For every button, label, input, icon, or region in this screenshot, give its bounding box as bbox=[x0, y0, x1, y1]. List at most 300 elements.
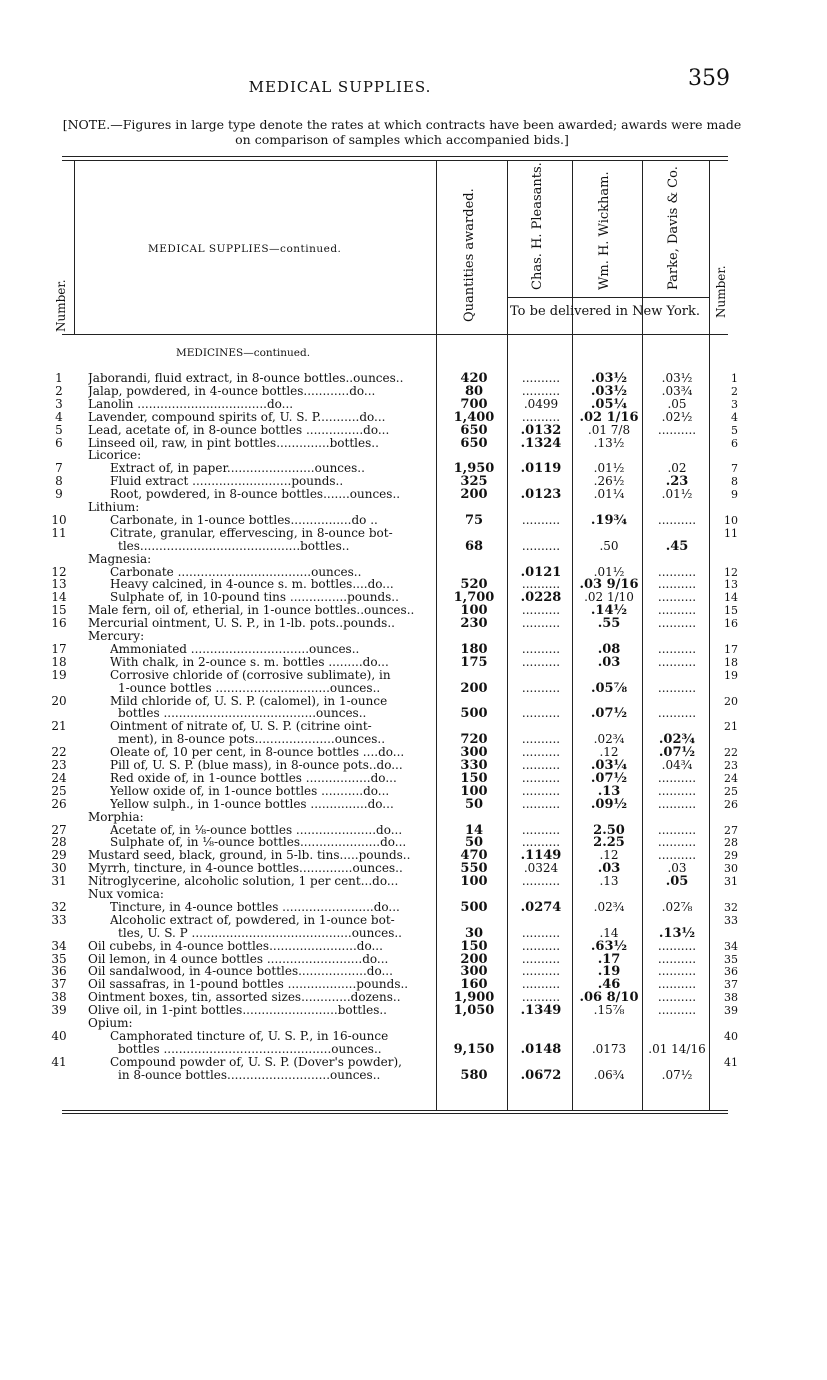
bid-parke-davis: .......... bbox=[657, 654, 697, 669]
bid-pleasants: .......... bbox=[521, 680, 561, 695]
table-row bbox=[0, 772, 827, 785]
bid-pleasants: .......... bbox=[521, 745, 561, 760]
bid-parke-davis: .......... bbox=[657, 1003, 697, 1018]
row-number-right: 22 bbox=[724, 746, 738, 760]
table-row bbox=[0, 1030, 827, 1043]
table-row bbox=[0, 978, 827, 991]
row-number: 7 bbox=[55, 461, 63, 476]
bid-parke-davis: .45 bbox=[665, 538, 689, 554]
header-bidder2: Wm. H. Wickham. bbox=[597, 171, 612, 290]
row-number: 12 bbox=[51, 564, 67, 579]
bid-wickham: .02 1/16 bbox=[579, 409, 639, 425]
row-number: 30 bbox=[51, 861, 67, 876]
bid-pleasants: .......... bbox=[521, 964, 561, 979]
bid-wickham: .03 bbox=[597, 861, 621, 877]
row-number-right: 28 bbox=[724, 836, 738, 850]
table-row bbox=[0, 475, 827, 488]
table-row bbox=[0, 785, 827, 798]
table-row bbox=[0, 617, 827, 630]
header-number: Number. bbox=[54, 279, 68, 332]
bid-parke-davis: .......... bbox=[657, 951, 697, 966]
row-label: Oil cubebs, in 4-ounce bottles.......................do... bbox=[88, 939, 383, 953]
delivered-note: To be delivered in New York. bbox=[510, 304, 700, 319]
row-label: Licorice: bbox=[88, 449, 142, 463]
row-number-right: 38 bbox=[724, 991, 738, 1005]
row-number: 14 bbox=[51, 590, 67, 605]
bid-wickham: .03 9/16 bbox=[579, 577, 639, 593]
col-divider-number bbox=[74, 160, 75, 334]
row-number-right: 6 bbox=[731, 436, 738, 450]
row-label: Root, powdered, in 8-ounce bottles.......ounces.. bbox=[110, 488, 401, 502]
bid-pleasants: .......... bbox=[521, 538, 561, 553]
bid-parke-davis: .......... bbox=[657, 564, 697, 579]
row-label: Linseed oil, raw, in pint bottles..............bottles.. bbox=[88, 436, 379, 450]
row-number: 2 bbox=[55, 383, 63, 398]
row-quantity: 1,700 bbox=[453, 590, 495, 606]
row-label: Male fern, oil of, etherial, in 1-ounce bottles..ounces.. bbox=[88, 604, 415, 618]
bid-pleasants: .......... bbox=[521, 951, 561, 966]
bid-wickham: .07½ bbox=[590, 770, 628, 786]
table-row bbox=[0, 1004, 827, 1017]
bid-parke-davis: .02⅞ bbox=[661, 899, 693, 914]
row-quantity: 550 bbox=[460, 861, 488, 877]
bid-pleasants: .......... bbox=[521, 822, 561, 837]
row-quantity: 200 bbox=[460, 487, 488, 503]
table-row bbox=[0, 1069, 827, 1082]
bid-pleasants: .......... bbox=[521, 925, 561, 940]
bid-pleasants: .0228 bbox=[520, 590, 562, 606]
table-row bbox=[0, 953, 827, 966]
bid-wickham: .02¾ bbox=[593, 732, 625, 747]
bid-parke-davis: .07½ bbox=[661, 1067, 693, 1082]
table-row bbox=[0, 824, 827, 837]
row-number-right: 37 bbox=[724, 978, 738, 992]
table-row bbox=[0, 965, 827, 978]
row-number: 37 bbox=[51, 977, 67, 992]
row-number-right: 2 bbox=[731, 384, 738, 398]
row-number-right: 30 bbox=[724, 862, 738, 876]
row-quantity: 100 bbox=[460, 874, 488, 890]
bid-parke-davis: .......... bbox=[657, 835, 697, 850]
bid-wickham: .12 bbox=[599, 745, 619, 760]
row-quantity: 500 bbox=[460, 706, 488, 722]
bid-wickham: .46 bbox=[597, 977, 621, 993]
bid-parke-davis: .02 bbox=[667, 461, 687, 476]
bid-pleasants: .......... bbox=[521, 641, 561, 656]
bid-pleasants: .......... bbox=[521, 409, 561, 424]
table-row bbox=[0, 746, 827, 759]
row-number: 38 bbox=[51, 990, 67, 1005]
row-number: 19 bbox=[51, 667, 67, 682]
row-label: Oleate of, 10 per cent, in 8-ounce bottles ....do... bbox=[110, 746, 405, 760]
row-number-right: 40 bbox=[724, 1029, 738, 1043]
row-quantity: 50 bbox=[464, 835, 484, 851]
table-row bbox=[0, 914, 827, 927]
row-label: With chalk, in 2-ounce s. m. bottles .........do... bbox=[110, 655, 389, 669]
bid-wickham: .14½ bbox=[590, 603, 628, 619]
bid-wickham: .12 bbox=[599, 848, 619, 863]
bid-pleasants: .0119 bbox=[520, 461, 562, 477]
row-number-right: 3 bbox=[731, 397, 738, 411]
row-number-right: 4 bbox=[731, 410, 738, 424]
table-row bbox=[0, 707, 827, 720]
table-row bbox=[0, 875, 827, 888]
bid-wickham: .01¼ bbox=[593, 487, 625, 502]
bid-pleasants: .0499 bbox=[523, 396, 559, 411]
bid-wickham: .03½ bbox=[590, 371, 628, 386]
row-number: 35 bbox=[51, 951, 67, 966]
bid-wickham: .02 1/10 bbox=[584, 590, 634, 605]
bid-pleasants: .0324 bbox=[523, 861, 559, 876]
table-row bbox=[0, 449, 827, 462]
row-label: Corrosive chloride of (corrosive sublimate), in bbox=[110, 668, 391, 682]
table-row bbox=[0, 514, 827, 527]
row-label: Yellow sulph., in 1-ounce bottles ...............do... bbox=[110, 797, 394, 811]
row-quantity: 500 bbox=[460, 899, 488, 915]
row-number: 25 bbox=[51, 783, 67, 798]
table-row bbox=[0, 527, 827, 540]
row-quantity: 150 bbox=[460, 770, 488, 786]
bid-parke-davis: .01½ bbox=[661, 487, 693, 502]
row-quantity: 300 bbox=[460, 964, 488, 980]
bid-pleasants: .......... bbox=[521, 977, 561, 992]
row-quantity: 160 bbox=[460, 977, 488, 993]
table-row bbox=[0, 798, 827, 811]
table-row bbox=[0, 501, 827, 514]
row-quantity: 720 bbox=[460, 732, 488, 748]
row-number-right: 8 bbox=[731, 475, 738, 489]
row-quantity: 100 bbox=[460, 783, 488, 799]
row-quantity: 420 bbox=[460, 371, 488, 386]
row-number-right: 10 bbox=[724, 513, 738, 527]
row-label: 1-ounce bottles ..............................ounces.. bbox=[118, 681, 381, 695]
row-number-right: 21 bbox=[724, 720, 738, 734]
row-number-right: 5 bbox=[731, 423, 738, 437]
row-label: tles..........................................bottles.. bbox=[118, 539, 350, 553]
row-number-right: 35 bbox=[724, 952, 738, 966]
bid-pleasants: .1324 bbox=[520, 435, 562, 451]
table-row bbox=[0, 372, 827, 385]
row-number-right: 32 bbox=[724, 900, 738, 914]
bid-parke-davis: .......... bbox=[657, 422, 697, 437]
table-bottom-rule-2 bbox=[62, 1113, 728, 1114]
row-number-right: 24 bbox=[724, 771, 738, 785]
bid-parke-davis: .......... bbox=[657, 990, 697, 1005]
row-quantity: 100 bbox=[460, 603, 488, 619]
table-top-rule-2 bbox=[62, 160, 728, 161]
row-number: 10 bbox=[51, 512, 67, 527]
bid-pleasants: .0274 bbox=[520, 899, 562, 915]
table-row bbox=[0, 385, 827, 398]
row-number-right: 15 bbox=[724, 604, 738, 618]
row-label: Mercury: bbox=[88, 630, 145, 643]
bid-parke-davis: .......... bbox=[657, 796, 697, 811]
row-label: Camphorated tincture of, U. S. P., in 16-ounce bbox=[110, 1029, 389, 1043]
row-number: 34 bbox=[51, 938, 67, 953]
table-row bbox=[0, 940, 827, 953]
row-label: Sulphate of, in ⅛-ounce bottles.....................do... bbox=[110, 836, 407, 850]
table-row bbox=[0, 488, 827, 501]
header-quantities: Quantities awarded. bbox=[462, 188, 477, 322]
row-number: 29 bbox=[51, 848, 67, 863]
bid-parke-davis: .07½ bbox=[658, 745, 696, 761]
row-label: bottles ............................................ounces.. bbox=[118, 1042, 382, 1056]
bid-parke-davis: .......... bbox=[657, 706, 697, 721]
row-number-right: 33 bbox=[724, 913, 738, 927]
row-quantity: 650 bbox=[460, 422, 488, 438]
row-number: 1 bbox=[55, 371, 63, 385]
bid-parke-davis: .......... bbox=[657, 603, 697, 618]
bid-wickham: .03¼ bbox=[590, 758, 628, 773]
row-number: 4 bbox=[55, 409, 63, 424]
row-number-right: 19 bbox=[724, 668, 738, 682]
bid-wickham: .07½ bbox=[590, 706, 628, 722]
table-row bbox=[0, 604, 827, 617]
row-quantity: 68 bbox=[464, 538, 484, 554]
bid-wickham: .03 bbox=[597, 654, 621, 670]
bid-parke-davis: .......... bbox=[657, 641, 697, 656]
row-label: Red oxide of, in 1-ounce bottles .................do... bbox=[110, 771, 397, 785]
bid-parke-davis: .......... bbox=[657, 977, 697, 992]
row-quantity: 650 bbox=[460, 435, 488, 451]
bid-parke-davis: .04¾ bbox=[661, 758, 693, 772]
row-quantity: 175 bbox=[460, 654, 488, 670]
row-quantity: 9,150 bbox=[453, 1041, 495, 1057]
bid-pleasants: .......... bbox=[521, 512, 561, 527]
row-label: Ammoniated ...............................ounces.. bbox=[110, 642, 360, 656]
row-number-right: 20 bbox=[724, 694, 738, 708]
bid-wickham: .06 8/10 bbox=[579, 990, 639, 1006]
table-row bbox=[0, 849, 827, 862]
row-label: Carbonate, in 1-ounce bottles................do .. bbox=[110, 513, 378, 527]
row-number: 9 bbox=[55, 487, 63, 502]
row-label: Lithium: bbox=[88, 501, 140, 514]
bid-pleasants: .0121 bbox=[520, 564, 562, 580]
row-label: Extract of, in paper.......................ounces.. bbox=[110, 462, 365, 476]
row-number-right: 11 bbox=[724, 526, 738, 540]
row-label: Tincture, in 4-ounce bottles ........................do... bbox=[110, 900, 400, 914]
table-row bbox=[0, 398, 827, 411]
row-number: 28 bbox=[51, 835, 67, 850]
row-number: 21 bbox=[51, 719, 67, 734]
bid-parke-davis: .13½ bbox=[658, 925, 696, 941]
row-number-right: 12 bbox=[724, 565, 738, 579]
bid-pleasants: .......... bbox=[521, 938, 561, 953]
row-label: Sulphate of, in 10-pound tins ...............pounds.. bbox=[110, 591, 399, 605]
row-label: bottles ........................................ounces.. bbox=[118, 707, 367, 721]
row-label: Fluid extract ..........................pounds.. bbox=[110, 475, 344, 489]
table-bottom-rule bbox=[62, 1110, 728, 1111]
row-quantity: 300 bbox=[460, 745, 488, 761]
table-row bbox=[0, 759, 827, 772]
row-label: Olive oil, in 1-pint bottles.........................bottles.. bbox=[88, 1004, 387, 1018]
bid-wickham: .03½ bbox=[590, 383, 628, 399]
table-row bbox=[0, 566, 827, 579]
row-number-right: 23 bbox=[724, 759, 738, 772]
bid-parke-davis: .02¾ bbox=[658, 732, 696, 748]
row-label: Oil sassafras, in 1-pound bottles ..................pounds.. bbox=[88, 978, 409, 992]
bid-wickham: .50 bbox=[599, 538, 619, 553]
header-number-right: Number. bbox=[714, 265, 728, 318]
bid-parke-davis: .......... bbox=[657, 822, 697, 837]
row-number-right: 7 bbox=[731, 462, 738, 476]
table-row bbox=[0, 411, 827, 424]
header-bidder1: Chas. H. Pleasants. bbox=[530, 162, 545, 290]
page-number: 359 bbox=[688, 66, 730, 91]
row-label: Nitroglycerine, alcoholic solution, 1 per cent...do... bbox=[88, 875, 399, 889]
row-label: Ointment boxes, tin, assorted sizes.............dozens.. bbox=[88, 991, 401, 1005]
bid-wickham: .14 bbox=[599, 925, 619, 940]
row-label: Ointment of nitrate of, U. S. P. (citrine oint- bbox=[110, 720, 372, 734]
bid-wickham: .09½ bbox=[590, 796, 628, 812]
row-quantity: 330 bbox=[460, 758, 488, 773]
row-label: Jaborandi, fluid extract, in 8-ounce bottles..ounces.. bbox=[88, 372, 404, 385]
row-quantity: 200 bbox=[460, 951, 488, 967]
bid-parke-davis: .......... bbox=[657, 577, 697, 592]
row-number-right: 39 bbox=[724, 1004, 738, 1018]
page-title: MEDICAL SUPPLIES. bbox=[248, 78, 432, 96]
row-number: 23 bbox=[51, 758, 67, 772]
row-number: 13 bbox=[51, 577, 67, 592]
table-row bbox=[0, 591, 827, 604]
bid-pleasants: .1149 bbox=[520, 848, 562, 864]
row-number: 22 bbox=[51, 745, 67, 760]
row-label: Mustard seed, black, ground, in 5-lb. tins.....pounds.. bbox=[88, 849, 411, 863]
bid-pleasants: .......... bbox=[521, 990, 561, 1005]
bid-parke-davis: .23 bbox=[665, 474, 689, 490]
row-number: 33 bbox=[51, 912, 67, 927]
row-label: Morphia: bbox=[88, 810, 144, 824]
row-label: Lead, acetate of, in 8-ounce bottles ...............do... bbox=[88, 423, 390, 437]
row-label: Lavender, compound spirits of, U. S. P...........do... bbox=[88, 410, 386, 424]
header-bidder3: Parke, Davis & Co. bbox=[666, 166, 681, 290]
header-item: MEDICAL SUPPLIES—continued. bbox=[148, 243, 342, 255]
row-label: Carbonate ...................................ounces.. bbox=[110, 565, 362, 579]
bid-wickham: .0173 bbox=[591, 1041, 627, 1056]
bid-wickham: .19 bbox=[597, 964, 621, 980]
table-row bbox=[0, 888, 827, 901]
row-number: 3 bbox=[55, 396, 63, 411]
row-label: Citrate, granular, effervescing, in 8-ounce bot- bbox=[110, 526, 393, 540]
row-quantity: 75 bbox=[464, 512, 484, 528]
row-number: 20 bbox=[51, 693, 67, 708]
table-row bbox=[0, 630, 827, 643]
bid-parke-davis: .......... bbox=[657, 783, 697, 798]
bid-pleasants: .0672 bbox=[520, 1067, 562, 1083]
bid-parke-davis: .......... bbox=[657, 616, 697, 631]
row-number: 39 bbox=[51, 1003, 67, 1018]
bid-wickham: .13 bbox=[597, 783, 621, 799]
row-label: Compound powder of, U. S. P. (Dover's powder), bbox=[110, 1055, 402, 1069]
bid-parke-davis: .......... bbox=[657, 512, 697, 527]
bid-parke-davis: .......... bbox=[657, 848, 697, 863]
row-number: 8 bbox=[55, 474, 63, 489]
row-quantity: 30 bbox=[464, 925, 484, 941]
table-row bbox=[0, 669, 827, 682]
row-label: tles, U. S. P ..........................................ounces.. bbox=[118, 926, 402, 940]
row-label: Pill of, U. S. P. (blue mass), in 8-ounce pots..do... bbox=[110, 759, 403, 772]
table-row bbox=[0, 1043, 827, 1056]
table-row bbox=[0, 836, 827, 849]
bid-wickham: .13 bbox=[599, 874, 619, 889]
bid-wickham: 2.25 bbox=[593, 835, 625, 851]
bid-pleasants: .......... bbox=[521, 732, 561, 747]
row-number-right: 34 bbox=[724, 939, 738, 953]
row-label: Mercurial ointment, U. S. P., in 1-lb. pots..pounds.. bbox=[88, 617, 395, 631]
bid-wickham: .01½ bbox=[593, 564, 625, 579]
row-label: Alcoholic extract of, powdered, in 1-ounce bot- bbox=[110, 913, 395, 927]
bid-pleasants: .......... bbox=[521, 796, 561, 811]
row-quantity: 325 bbox=[460, 474, 488, 490]
bid-parke-davis: .03¾ bbox=[661, 383, 693, 398]
bid-parke-davis: .03½ bbox=[661, 371, 693, 385]
table-top-rule bbox=[62, 156, 728, 157]
bid-parke-davis: .......... bbox=[657, 590, 697, 605]
bid-wickham: .26½ bbox=[593, 474, 625, 489]
row-quantity: 180 bbox=[460, 641, 488, 657]
row-number-right: 25 bbox=[724, 784, 738, 798]
row-label: Myrrh, tincture, in 4-ounce bottles..............ounces.. bbox=[88, 862, 403, 876]
table-row bbox=[0, 927, 827, 940]
bid-pleasants: .......... bbox=[521, 603, 561, 618]
row-number: 32 bbox=[51, 899, 67, 914]
bid-pleasants: .......... bbox=[521, 874, 561, 889]
bid-parke-davis: .......... bbox=[657, 964, 697, 979]
table-row bbox=[0, 578, 827, 591]
section-title: MEDICINES—continued. bbox=[176, 347, 311, 359]
row-number: 15 bbox=[51, 603, 67, 618]
bid-wickham: .01½ bbox=[593, 461, 625, 476]
table-row bbox=[0, 643, 827, 656]
row-number: 36 bbox=[51, 964, 67, 979]
bid-parke-davis: .......... bbox=[657, 770, 697, 785]
row-number-right: 31 bbox=[724, 875, 738, 889]
bid-pleasants: .......... bbox=[521, 577, 561, 592]
bid-wickham: .02¾ bbox=[593, 899, 625, 914]
row-number: 16 bbox=[51, 616, 67, 631]
row-number: 24 bbox=[51, 770, 67, 785]
row-label: Nux vomica: bbox=[88, 888, 164, 901]
row-number: 11 bbox=[51, 525, 67, 540]
bid-wickham: .55 bbox=[597, 616, 621, 632]
row-label: Magnesia: bbox=[88, 552, 152, 566]
bid-parke-davis: .02½ bbox=[661, 409, 693, 424]
table-row bbox=[0, 901, 827, 914]
row-number: 40 bbox=[51, 1028, 67, 1043]
bid-parke-davis: .......... bbox=[657, 680, 697, 695]
bid-pleasants: .0123 bbox=[520, 487, 562, 503]
row-quantity: 1,050 bbox=[453, 1003, 495, 1019]
row-number: 31 bbox=[51, 874, 67, 889]
row-quantity: 470 bbox=[460, 848, 488, 864]
row-number: 26 bbox=[51, 796, 67, 811]
table-row bbox=[0, 424, 827, 437]
table-row bbox=[0, 1056, 827, 1069]
bid-wickham: .19¾ bbox=[590, 512, 628, 528]
row-label: Opium: bbox=[88, 1017, 133, 1030]
bid-wickham: .05⅞ bbox=[590, 680, 628, 696]
row-number: 18 bbox=[51, 654, 67, 669]
row-number-right: 18 bbox=[724, 655, 738, 669]
bid-wickham: .05¼ bbox=[590, 396, 628, 412]
row-label: Oil sandalwood, in 4-ounce bottles..................do... bbox=[88, 965, 393, 979]
row-number-right: 17 bbox=[724, 642, 738, 656]
row-label: ment), in 8-ounce pots.....................ounces.. bbox=[118, 733, 386, 747]
bid-pleasants: .0148 bbox=[520, 1041, 562, 1057]
bid-pleasants: .......... bbox=[521, 654, 561, 669]
bid-pleasants: .1349 bbox=[520, 1003, 562, 1019]
row-number: 6 bbox=[55, 435, 63, 450]
